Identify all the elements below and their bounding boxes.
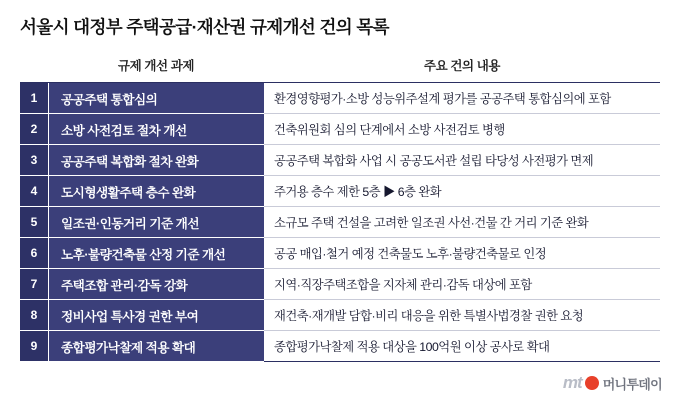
table-row: [20, 114, 660, 145]
row-content: 공공주택 복합화 사업 시 공공도서관 설립 타당성 사전평가 면제: [264, 145, 660, 176]
table-row: [20, 145, 660, 176]
row-task: 공공주택 복합화 절차 완화: [48, 145, 264, 176]
row-content: 종합평가낙찰제 적용 대상을 100억원 이상 공사로 확대: [264, 331, 660, 362]
row-task: 일조권·인동거리 기준 개선: [48, 207, 264, 238]
row-number: 1: [20, 83, 48, 114]
row-number: 5: [20, 207, 48, 238]
row-task: 소방 사전검토 절차 개선: [48, 114, 264, 145]
table-row: [20, 176, 660, 207]
row-content: 공공 매입·철거 예정 건축물도 노후·불량건축물로 인정: [264, 238, 660, 269]
table-row: [20, 300, 660, 331]
red-dot-icon: [585, 376, 599, 390]
header-task: 규제 개선 과제: [117, 59, 195, 73]
row-number: 8: [20, 300, 48, 331]
page-title: 서울시 대정부 주택공급·재산권 규제개선 건의 목록: [20, 17, 389, 37]
table-row: [20, 331, 660, 362]
watermark-logo: [563, 373, 662, 393]
table-header-row: [20, 52, 660, 78]
table-row: [20, 238, 660, 269]
row-number: 3: [20, 145, 48, 176]
row-content: 지역·직장주택조합을 지자체 관리·감독 대상에 포함: [264, 269, 660, 300]
row-number: 4: [20, 176, 48, 207]
row-number: 2: [20, 114, 48, 145]
table-row: [20, 269, 660, 300]
row-content: 주거용 층수 제한 5층 ▶ 6층 완화: [264, 176, 660, 207]
row-content: 건축위원회 심의 단계에서 소방 사전검토 병행: [264, 114, 660, 145]
row-number: 7: [20, 269, 48, 300]
row-task: 공공주택 통합심의: [48, 83, 264, 114]
row-task: 종합평가낙찰제 적용 확대: [48, 331, 264, 362]
table-row: [20, 207, 660, 238]
table-body: [20, 82, 660, 362]
row-content: 재건축·재개발 담합·비리 대응을 위한 특별사법경찰 권한 요청: [264, 300, 660, 331]
row-task: 노후·불량건축물 산정 기준 개선: [48, 238, 264, 269]
row-number: 6: [20, 238, 48, 269]
header-content: 주요 건의 내용: [423, 59, 501, 73]
row-task: 주택조합 관리·감독 강화: [48, 269, 264, 300]
publisher-name: 머니투데이: [602, 376, 662, 392]
row-task: 도시형생활주택 층수 완화: [48, 176, 264, 207]
row-content: 환경영향평가·소방 성능위주설계 평가를 공공주택 통합심의에 포함: [264, 83, 660, 114]
row-task: 정비사업 특사경 권한 부여: [48, 300, 264, 331]
row-number: 9: [20, 331, 48, 362]
table-row: [20, 83, 660, 114]
mt-logo-text: mt: [562, 373, 582, 392]
regulation-table: [20, 52, 660, 362]
row-content: 소규모 주택 건설을 고려한 일조권 사선·건물 간 거리 기준 완화: [264, 207, 660, 238]
